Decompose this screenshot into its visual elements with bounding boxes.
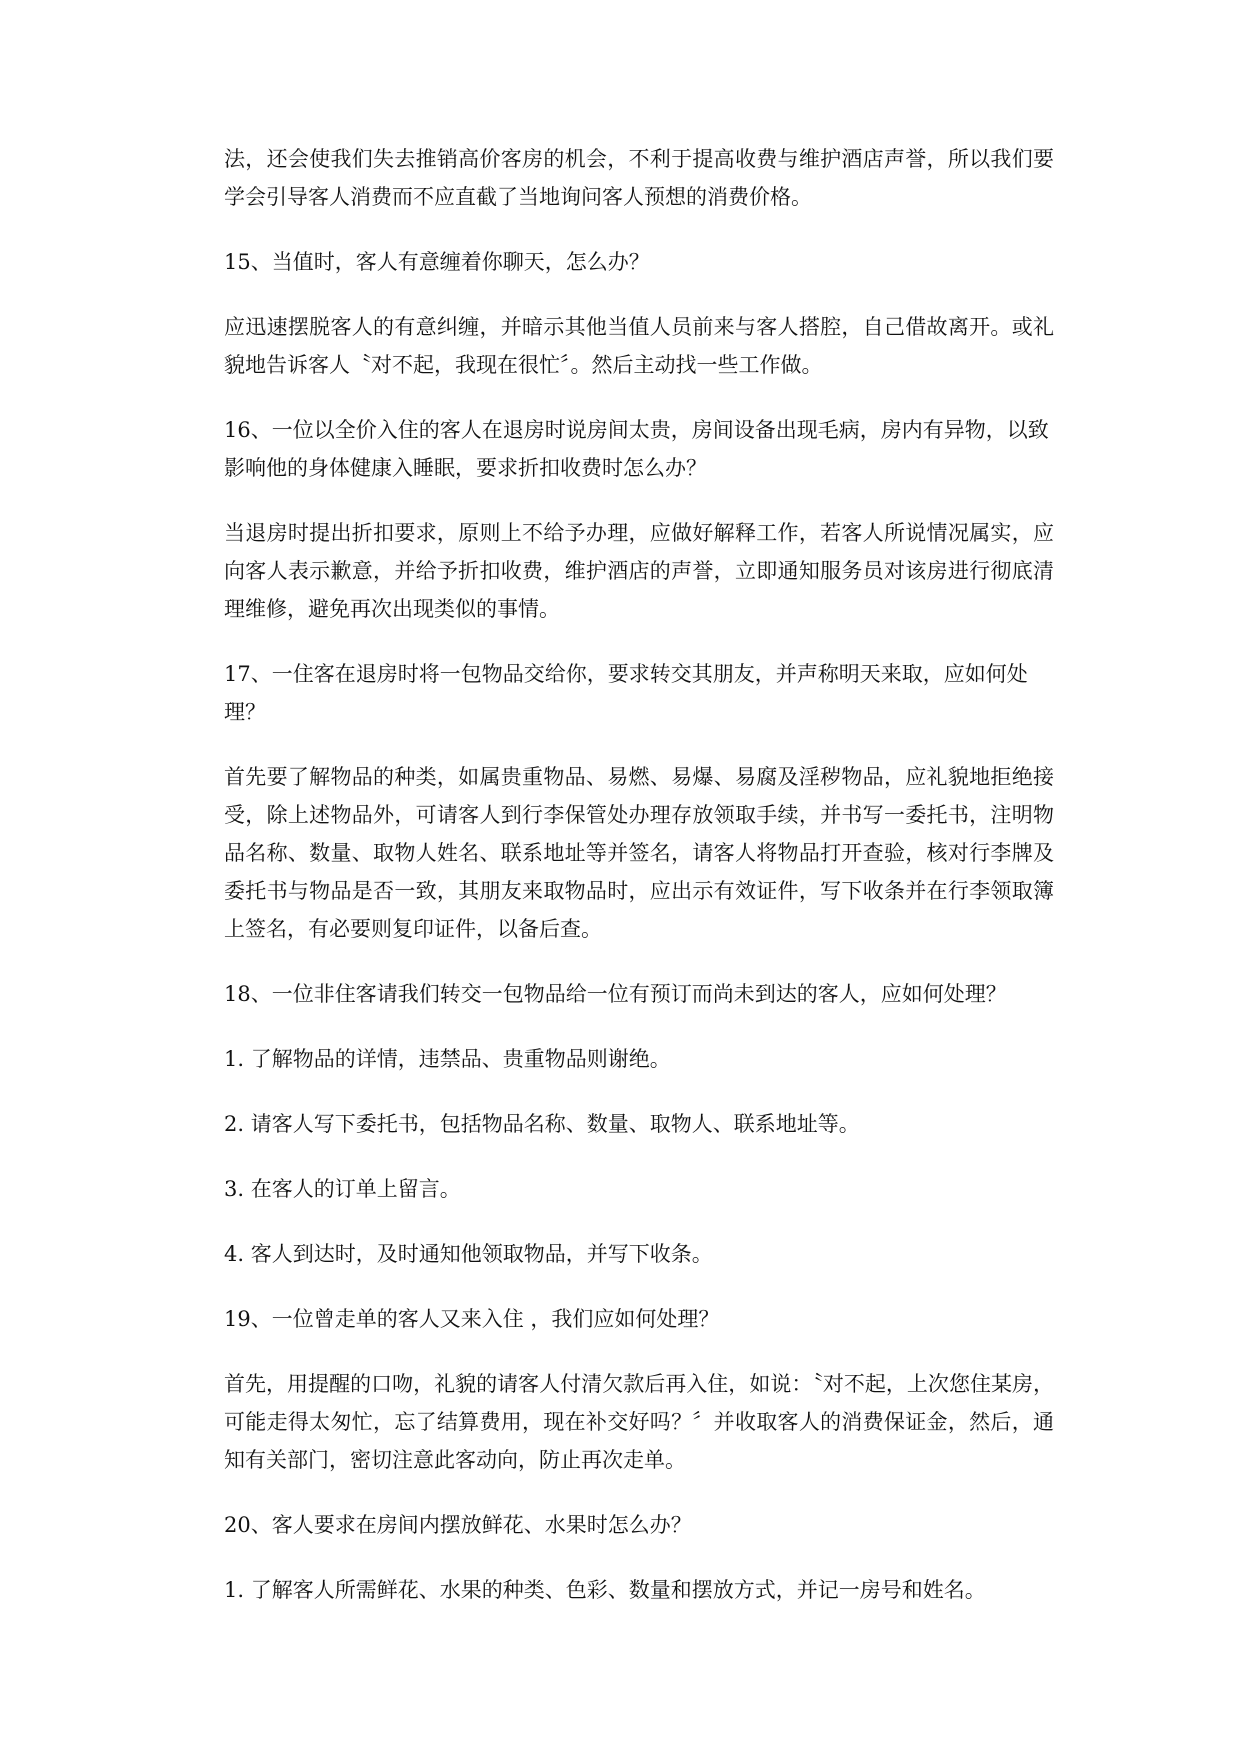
question-18: 18、一位非住客请我们转交一包物品给一位有预订而尚未到达的客人，应如何处理？	[224, 982, 1007, 1006]
answer-18-step-1: 1. 了解物品的详情，违禁品、贵重物品则谢绝。	[224, 1047, 671, 1071]
answer-15: 应迅速摆脱客人的有意纠缠，并暗示其他当值人员前来与客人搭腔，自己借故离开。或礼貌地告诉客人〝对不起，我现在很忙〞。然后主动找一些工作做。	[224, 315, 1054, 377]
answer-16: 当退房时提出折扣要求，原则上不给予办理，应做好解释工作，若客人所说情况属实，应向客人表示歉意，并给予折扣收费，维护酒店的声誉，立即通知服务员对该房进行彻底清理维修，避免再次出现类似的事情。	[224, 521, 1054, 621]
question-16: 16、一位以全价入住的客人在退房时说房间太贵，房间设备出现毛病，房内有异物，以致影响他的身体健康入睡眠，要求折扣收费时怎么办？	[224, 418, 1049, 480]
question-20: 20、客人要求在房间内摆放鲜花、水果时怎么办？	[224, 1513, 692, 1537]
document-page	[224, 140, 1054, 1636]
question-19: 19、一位曾走单的客人又来入住 ，我们应如何处理？	[224, 1307, 720, 1331]
answer-18-step-2: 2. 请客人写下委托书，包括物品名称、数量、取物人、联系地址等。	[224, 1112, 860, 1136]
question-17: 17、一住客在退房时将一包物品交给你，要求转交其朋友，并声称明天来取，应如何处理？	[224, 662, 1028, 724]
question-15: 15、当值时，客人有意缠着你聊天，怎么办？	[224, 250, 650, 274]
answer-19: 首先，用提醒的口吻，礼貌的请客人付清欠款后再入住，如说：〝对不起，上次您住某房，可能走得太匆忙，忘了结算费用，现在补交好吗？〞并收取客人的消费保证金，然后，通知有关部门，密切注意此客动向，防止再次走单。	[224, 1372, 1054, 1472]
answer-17: 首先要了解物品的种类，如属贵重物品、易燃、易爆、易腐及淫秽物品，应礼貌地拒绝接受，除上述物品外，可请客人到行李保管处办理存放领取手续，并书写一委托书，注明物品名称、数量、取物人姓名、联系地址等并签名，请客人将物品打开查验，核对行李牌及委托书与物品是否一致，其朋友来取物品时，应出示有效证件，写下收条并在行李领取簿上签名，有必要则复印证件，以备后查。	[224, 765, 1054, 941]
answer-18-step-3: 3. 在客人的订单上留言。	[224, 1177, 461, 1201]
answer-18-step-4: 4. 客人到达时，及时通知他领取物品，并写下收条。	[224, 1242, 713, 1266]
answer-20-step-1: 1. 了解客人所需鲜花、水果的种类、色彩、数量和摆放方式，并记一房号和姓名。	[224, 1578, 986, 1602]
paragraph: 法，还会使我们失去推销高价客房的机会，不利于提高收费与维护酒店声誉，所以我们要学会引导客人消费而不应直截了当地询问客人预想的消费价格。	[224, 147, 1054, 209]
